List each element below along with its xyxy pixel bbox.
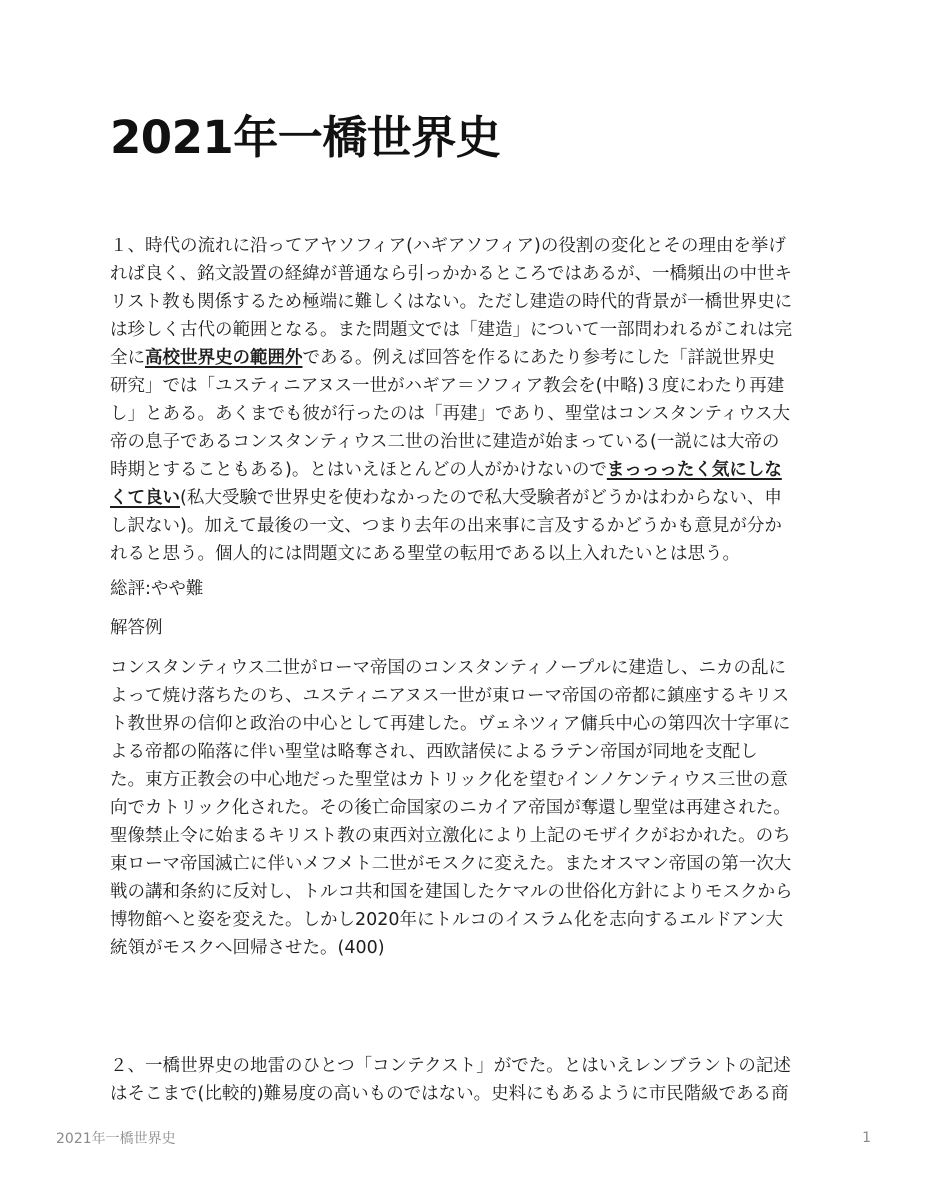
text-line: コンスタンティウス二世がローマ帝国のコンスタンティノープルに建造し、ニカの乱に [110, 658, 787, 678]
answer-paragraph [110, 654, 822, 962]
text-line: 聖像禁止令に始まるキリスト教の東西対立激化により上記のモザイクがおかれた。のち [110, 826, 791, 846]
footer-document-title: 2021年一橋世界史 [56, 1131, 176, 1147]
text-fragment: (私大受験で世界史を使わなかったので私大受験者がどうかはわからない、申 [180, 488, 782, 508]
text-line: １、時代の流れに沿ってアヤソフィア(ハギアソフィア)の役割の変化とその理由を挙げ [110, 236, 786, 256]
emphasized-text: まっっったく気にしな [606, 460, 782, 480]
text-line: リスト教も関係するため極端に難しくはない。ただし建造の時代的背景が一橋世界史に [110, 292, 793, 312]
text-line: 向でカトリック化された。その後亡命国家のニカイア帝国が奪還し聖堂は再建された。 [110, 798, 791, 818]
review-label: 総評:やや難 [110, 579, 204, 599]
answer-label: 解答例 [110, 618, 163, 638]
text-line: た。東方正教会の中心地だった聖堂はカトリック化を望むインノケンティウス三世の意 [110, 770, 788, 790]
footer-page-number: 1 [862, 1130, 871, 1146]
text-fragment: 全に [110, 348, 145, 368]
question2-paragraph [110, 1052, 822, 1108]
text-line [110, 484, 822, 512]
text-fragment: である。例えば回答を作るにあたり参考にした「詳説世界史 [302, 348, 775, 368]
text-fragment: 時期とすることもある)。とはいえほとんどの人がかけないので [110, 460, 607, 480]
text-line: し訳ない)。加えて最後の一文、つまり去年の出来事に言及するかどうかも意見が分か [110, 516, 782, 536]
emphasized-text: くて良い [110, 488, 180, 508]
page-title: 2021年一橋世界史 [110, 111, 501, 164]
text-line: 統領がモスクへ回帰させた。(400) [110, 938, 385, 958]
text-line: 博物館へと姿を変えた。しかし2020年にトルコのイスラム化を志向するエルドアン大 [110, 910, 783, 930]
question1-paragraph [110, 232, 822, 568]
text-line: よって焼け落ちたのち、ユスティニアヌス一世が東ローマ帝国の帝都に鎮座するキリス [110, 686, 790, 706]
text-line: ト教世界の信仰と政治の中心として再建した。ヴェネツィア傭兵中心の第四次十字軍に [110, 714, 791, 734]
text-line: よる帝都の陥落に伴い聖堂は略奪され、西欧諸侯によるラテン帝国が同地を支配し [110, 742, 758, 762]
text-line: れば良く、銘文設置の経緯が普通なら引っかかるところではあるが、一橋頻出の中世キ [110, 264, 792, 284]
text-line: は珍しく古代の範囲となる。また問題文では「建造」について一部問われるがこれは完 [110, 320, 793, 340]
text-line [110, 456, 822, 484]
text-line: ２、一橋世界史の地雷のひとつ「コンテクスト」がでた。とはいえレンブラントの記述 [110, 1056, 791, 1076]
text-line: はそこまで(比較的)難易度の高いものではない。史料にもあるように市民階級である商 [110, 1084, 789, 1104]
text-line: 帝の息子であるコンスタンティウス二世の治世に建造が始まっている(一説には大帝の [110, 432, 780, 452]
text-line: 東ローマ帝国滅亡に伴いメフメト二世がモスクに変えた。またオスマン帝国の第一次大 [110, 854, 792, 874]
text-line: れると思う。個人的には問題文にある聖堂の転用である以上入れたいとは思う。 [110, 544, 740, 564]
text-line: し」とある。あくまでも彼が行ったのは「再建」であり、聖堂はコンスタンティウス大 [110, 404, 791, 424]
emphasized-text: 高校世界史の範囲外 [145, 348, 303, 368]
text-line: 戦の講和条約に反対し、トルコ共和国を建国したケマルの世俗化方針によりモスクから [110, 882, 793, 902]
text-line [110, 344, 822, 372]
document-body [110, 232, 822, 1108]
text-line: 研究」では「ユスティニアヌス一世がハギア＝ソフィア教会を(中略)３度にわたり再建 [110, 376, 785, 396]
